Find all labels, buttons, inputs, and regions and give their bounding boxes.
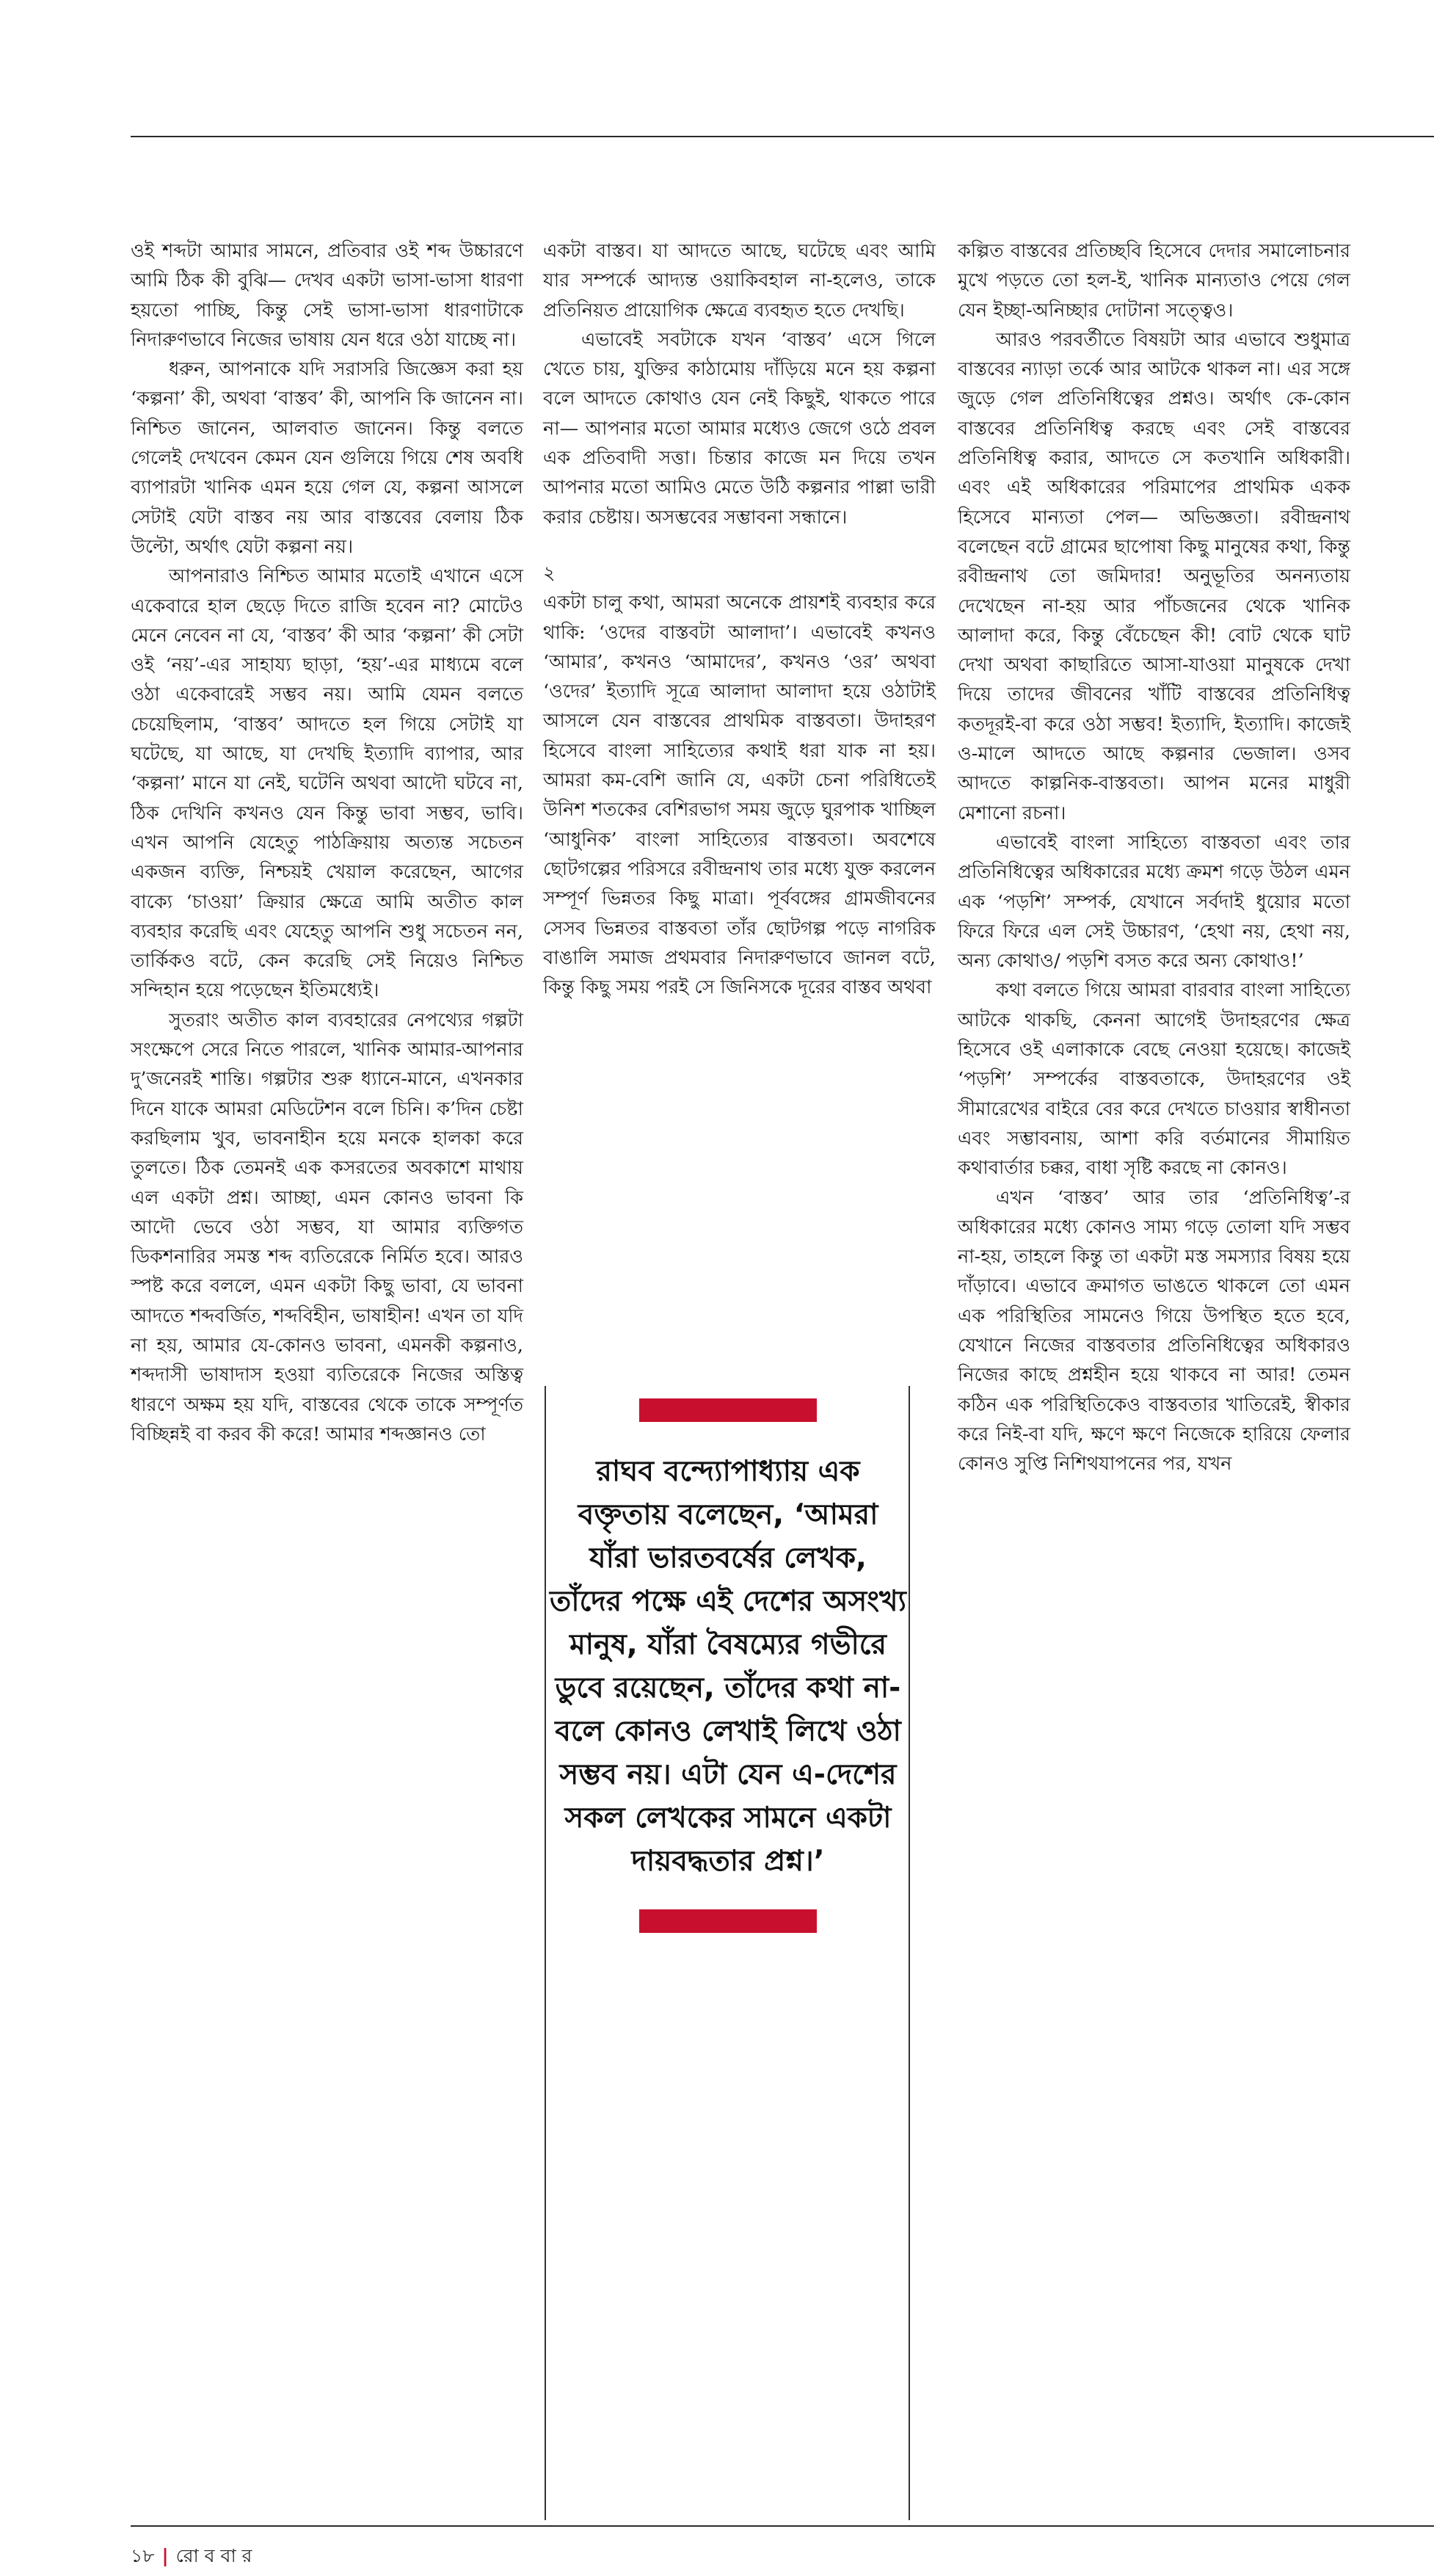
page-footer	[131, 2541, 252, 2573]
pullquote-top-bar	[639, 1398, 817, 1422]
pullquote-left-rule	[545, 1386, 546, 2520]
paragraph: এখন ‘বাস্তব’ আর তার ‘প্রতিনিধিত্ব’-র অধিকারের মধ্যে কোনও সাম্য গড়ে তোলা যদি সম্ভব না-হয়, তাহলে কিন্তু তা একটা মস্ত সমস্যার বিষয় হয়ে দাঁড়াবে। এভাবে ক্রমাগত ভাঙতে থাকলে তো এমন এক পরিস্থিতির সামনেও গিয়ে উপস্থিত হতে হবে, যেখানে নিজের বাস্তবতার প্রতিনিধিত্বের অধিকারও নিজের কাছে প্রশ্নহীন হয়ে থাকবে না আর! তেমন কঠিন এক পরিস্থিতিকেও বাস্তবতার খাতিরেই, স্বীকার করে নিই-বা যদি, ক্ষণে ক্ষণে নিজেকে হারিয়ে ফেলার কোনও সুপ্তি নিশিথযাপনের পর, যখন	[958, 1186, 1350, 1476]
paragraph: ওই শব্দটা আমার সামনে, প্রতিবার ওই শব্দ উচ্চারণে আমি ঠিক কী বুঝি— দেখব একটা ভাসা-ভাসা ধারণা হয়তো পাচ্ছি, কিন্তু সেই ভাসা-ভাসা ধারণাটাকে নিদারুণভাবে নিজের ভাষায় যেন ধরে ওঠা যাচ্ছে না।	[131, 240, 523, 351]
page-number: ১৮	[131, 2545, 155, 2566]
pullquote-bottom-bar	[639, 1909, 817, 1933]
footer-separator: |	[161, 2545, 169, 2566]
column-3	[958, 236, 1350, 1478]
paragraph: কল্পিত বাস্তবের প্রতিচ্ছবি হিসেবে দেদার সমালোচনার মুখে পড়তে তো হল-ই, খানিক মান্যতাও পেয়ে গেল যেন ইচ্ছা-অনিচ্ছার দোটানা সত্ত্বেও।	[958, 240, 1350, 322]
publication-name: রো ব বা র	[175, 2545, 252, 2566]
paragraph: সুতরাং অতীত কাল ব্যবহারের নেপথ্যের গল্পটা সংক্ষেপে সেরে নিতে পারলে, খানিক আমার-আপনার দু’জনেরই শান্তি। গল্পটার শুরু ধ্যানে-মানে, এখনকার দিনে যাকে আমরা মেডিটেশন বলে চিনি। ক’দিন চেষ্টা করছিলাম খুব, ভাবনাহীন হয়ে মনকে হালকা করে তুলতে। ঠিক তেমনই এক কসরতের অবকাশে মাথায় এল একটা প্রশ্ন। আচ্ছা, এমন কোনও ভাবনা কি আদৌ ভেবে ওঠা সম্ভব, যা আমার ব্যক্তিগত ডিকশনারির সমস্ত শব্দ ব্যতিরেকে নির্মিত হবে। আরও স্পষ্ট করে বললে, এমন একটা কিছু ভাবা, যে ভাবনা আদতে শব্দবর্জিত, শব্দবিহীন, ভাষাহীন! এখন তা যদি না হয়, আমার যে-কোনও ভাবনা, এমনকী কল্পনাও, শব্দদাসী ভাষাদাস হওয়া ব্যতিরেকে নিজের অস্তিত্ব ধারণে অক্ষম হয় যদি, বাস্তবের থেকে তাকে সম্পূর্ণত বিচ্ছিন্নই বা করব কী করে! আমার শব্দজ্ঞানও তো	[131, 1009, 523, 1445]
section-number: ২	[543, 562, 556, 584]
paragraph: কথা বলতে গিয়ে আমরা বারবার বাংলা সাহিত্যে আটকে থাকছি, কেননা আগেই উদাহরণের ক্ষেত্র হিসেবে ওই এলাকাকে বেছে নেওয়া হয়েছে। কাজেই ‘পড়শি’ সম্পর্কের বাস্তবতাকে, উদাহরণের ওই সীমারেখের বাইরে বের করে দেখতে চাওয়ার স্বাধীনতা এবং সম্ভাবনায়, আশা করি বর্তমানের সীমায়িত কথাবার্তার চক্কর, বাধা সৃষ্টি করছে না কোনও।	[958, 979, 1350, 1180]
paragraph: আপনারাও নিশ্চিত আমার মতোই এখানে এসে একেবারে হাল ছেড়ে দিতে রাজি হবেন না? মোটেও মেনে নেবেন না যে, ‘বাস্তব’ কী আর ‘কল্পনা’ কী সেটা ওই ‘নয়’-এর সাহায্য ছাড়া, ‘হয়’-এর মাধ্যমে বলে ওঠা একেবারেই সম্ভব নয়। আমি যেমন বলতে চেয়েছিলাম, ‘বাস্তব’ আদতে হল গিয়ে সেটাই যা ঘটেছে, যা আছে, যা দেখছি ইত্যাদি ব্যাপার, আর ‘কল্পনা’ মানে যা নেই, ঘটেনি অথবা আদৌ ঘটবে না, ঠিক দেখিনি কখনও যেন কিন্তু ভাবা সম্ভব, ভাবি। এখন আপনি যেহেতু পাঠক্রিয়ায় অত্যন্ত সচেতন একজন ব্যক্তি, নিশ্চয়ই খেয়াল করেছেন, আগের বাক্যে ‘চাওয়া’ ক্রিয়ার ক্ষেত্রে আমি অতীত কাল ব্যবহার করেছি এবং যেহেতু আপনি শুধু সচেতন নন, তার্কিকও বটে, কেন করেছি সেই নিয়েও নিশ্চিত সন্দিহান হয়ে পড়েছেন ইতিমধ্যেই।	[131, 565, 523, 1002]
top-rule	[131, 136, 1434, 137]
pullquote-text: রাঘব বন্দ্যোপাধ্যায় এক বক্তৃতায় বলেছেন, ‘আমরা যাঁরা ভারতবর্ষের লেখক, তাঁদের পক্ষে এই দেশের অসংখ্য মানুষ, যাঁরা বৈষম্যের গভীরে ডুবে রয়েছেন, তাঁদের কথা না-বলে কোনও লেখাই লিখে ওঠা সম্ভব নয়। এটা যেন এ-দেশের সকল লেখকের সামনে একটা দায়বদ্ধতার প্রশ্ন।’	[550, 1455, 906, 1878]
paragraph: এভাবেই সবটাকে যখন ‘বাস্তব’ এসে গিলে খেতে চায়, যুক্তির কাঠামোয় দাঁড়িয়ে মনে হয় কল্পনা বলে আদতে কোথাও যেন নেই কিছুই, থাকতে পারে না— আপনার মতো আমার মধ্যেও জেগে ওঠে প্রবল এক প্রতিবাদী সত্তা। চিন্তার কাজে মন দিয়ে তখন আপনার মতো আমিও মেতে উঠি কল্পনার পাল্লা ভারী করার চেষ্টায়। অসম্ভবের সম্ভাবনা সন্ধানে।	[543, 328, 936, 529]
pullquote	[549, 1398, 907, 1933]
column-1	[131, 236, 523, 1449]
paragraph: একটা বাস্তব। যা আদতে আছে, ঘটেছে এবং আমি যার সম্পর্কে আদ্যন্ত ওয়াকিবহাল না-হলেও, তাকে প্রতিনিয়ত প্রায়োগিক ক্ষেত্রে ব্যবহৃত হতে দেখছি।	[543, 240, 936, 322]
column-2	[543, 236, 936, 1002]
paragraph: একটা চালু কথা, আমরা অনেকে প্রায়শই ব্যবহার করে থাকি: ‘ওদের বাস্তবটা আলাদা’। এভাবেই কখনও ‘আমার’, কখনও ‘আমাদের’, কখনও ‘ওর’ অথবা ‘ওদের’ ইত্যাদি সূত্রে আলাদা আলাদা হয়ে ওঠাটাই আসলে যেন বাস্তবের প্রাথমিক বাস্তবতা। উদাহরণ হিসেবে বাংলা সাহিত্যের কথাই ধরা যাক না হয়। আমরা কম-বেশি জানি যে, একটা চেনা পরিধিতেই উনিশ শতকের বেশিরভাগ সময় জুড়ে ঘুরপাক খাচ্ছিল ‘আধুনিক’ বাংলা সাহিত্যের বাস্তবতা। অবশেষে ছোটগল্পের পরিসরে রবীন্দ্রনাথ তার মধ্যে যুক্ত করলেন সম্পূর্ণ ভিন্নতর কিছু মাত্রা। পূর্ববঙ্গের গ্রামজীবনের সেসব ভিন্নতর বাস্তবতা তাঁর ছোটগল্প পড়ে নাগরিক বাঙালি সমাজ প্রথমবার নিদারুণভাবে জানল বটে, কিন্তু কিছু সময় পরই সে জিনিসকে দূরের বাস্তব অথবা	[543, 592, 936, 999]
paragraph: এভাবেই বাংলা সাহিত্যে বাস্তবতা এবং তার প্রতিনিধিত্বের অধিকারের মধ্যে ক্রমশ গড়ে উঠল এমন এক ‘পড়শি’ সম্পর্ক, যেখানে সর্বদাই ধুয়োর মতো ফিরে ফিরে এল সেই উচ্চারণ, ‘হেথা নয়, হেথা নয়, অন্য কোথাও/ পড়শি বসত করে অন্য কোথাও!’	[958, 831, 1350, 973]
bottom-rule	[131, 2525, 1434, 2527]
paragraph: ধরুন, আপনাকে যদি সরাসরি জিজ্ঞেস করা হয় ‘কল্পনা’ কী, অথবা ‘বাস্তব’ কী, আপনি কি জানেন না। নিশ্চিত জানেন, আলবাত জানেন। কিন্তু বলতে গেলেই দেখবেন কেমন যেন গুলিয়ে গিয়ে শেষ অবধি ব্যাপারটা খানিক এমন হয়ে গেল যে, কল্পনা আসলে সেটাই যেটা বাস্তব নয় আর বাস্তবের বেলায় ঠিক উল্টো, অর্থাৎ যেটা কল্পনা নয়।	[131, 358, 523, 558]
pullquote-right-rule	[909, 1386, 910, 2520]
paragraph: আরও পরবর্তীতে বিষয়টা আর এভাবে শুধুমাত্র বাস্তবের ন্যাড়া তর্কে আর আটকে থাকল না। এর সঙ্গে জুড়ে গেল প্রতিনিধিত্বের প্রশ্নও। অর্থাৎ কে-কোন বাস্তবের প্রতিনিধিত্ব করছে এবং সেই বাস্তবের প্রতিনিধিত্ব করার, আদতে সে কতখানি অধিকারী। এবং এই অধিকারের পরিমাপের প্রাথমিক একক হিসেবে মান্যতা পেল— অভিজ্ঞতা। রবীন্দ্রনাথ বলেছেন বটে গ্রামের ছাপোষা কিছু মানুষের কথা, কিন্তু রবীন্দ্রনাথ তো জমিদার! অনুভূতির অনন্যতায় দেখেছেন না-হয় আর পাঁচজনের থেকে খানিক আলাদা করে, কিন্তু বেঁচেছেন কী! বোট থেকে ঘাট দেখা অথবা কাছারিতে আসা-যাওয়া মানুষকে দেখা দিয়ে তাদের জীবনের খাঁটি বাস্তবের প্রতিনিধিত্ব কতদূরই-বা করে ওঠা সম্ভব! ইত্যাদি, ইত্যাদি। কাজেই ও-মালে আদতে আছে কল্পনার ভেজাল। ওসব আদতে কাল্পনিক-বাস্তবতা। আপন মনের মাধুরী মেশানো রচনা।	[958, 328, 1350, 824]
